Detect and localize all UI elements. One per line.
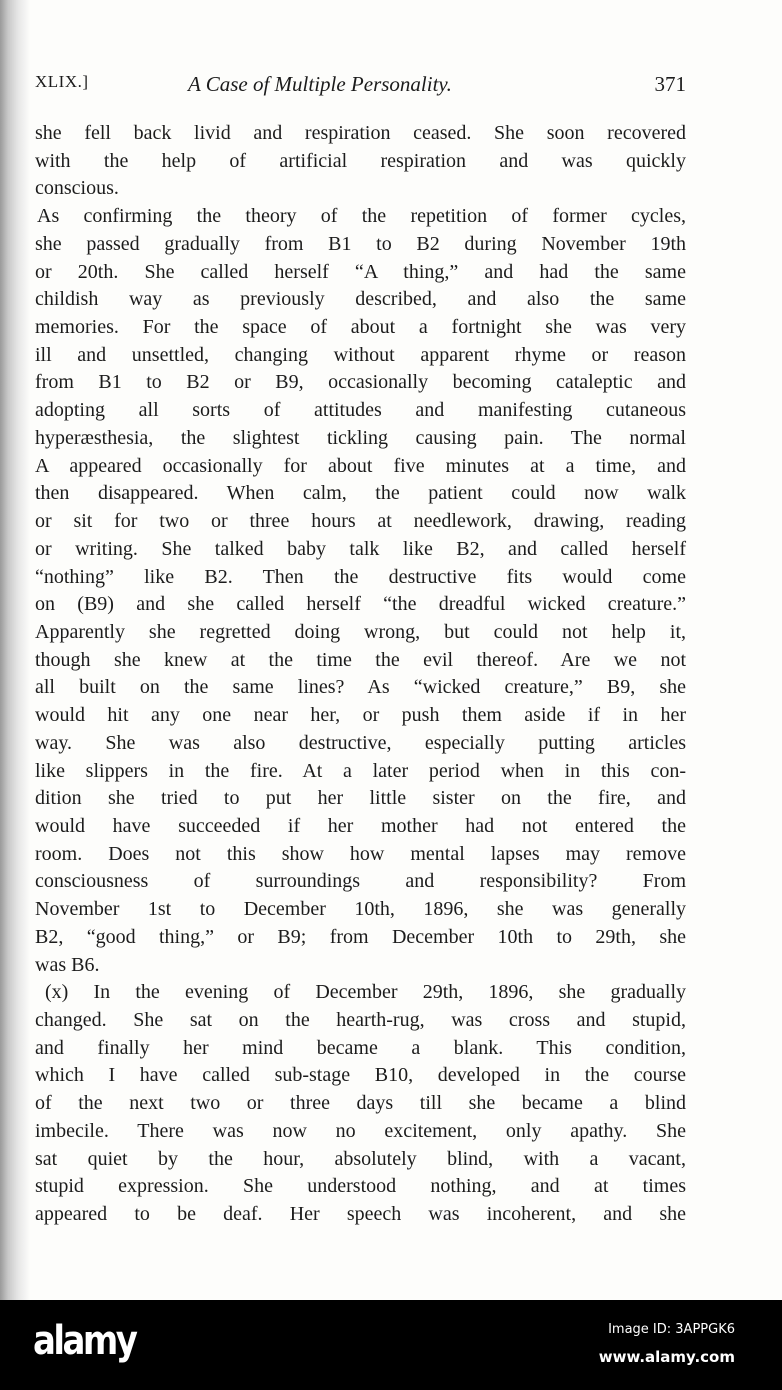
text-line: and finally her mind became a blank. This condition,	[35, 1036, 686, 1059]
running-title: A Case of Multiple Personality.	[188, 72, 452, 96]
alamy-logo: alamy	[33, 1318, 136, 1364]
section-number: XLIX.]	[35, 72, 89, 91]
text-line: like slippers in the fire. At a later period when in this con-	[35, 759, 686, 782]
text-line: ill and unsettled, changing without apparent rhyme or reason	[35, 343, 686, 366]
text-line: B2, “good thing,” or B9; from December 10th to 29th, she	[35, 925, 686, 948]
text-line: conscious.	[35, 177, 119, 200]
text-line: though she knew at the time the evil thereof. Are we not	[35, 648, 686, 671]
text-line: way. She was also destructive, especially putting articles	[35, 731, 686, 754]
text-line: hyperæsthesia, the slightest tickling causing pain. The normal	[35, 426, 686, 449]
text-line: all built on the same lines? As “wicked creature,” B9, she	[35, 676, 686, 699]
text-line: on (B9) and she called herself “the dreadful wicked creature.”	[35, 593, 686, 616]
text-line: A appeared occasionally for about five minutes at a time, and	[35, 454, 686, 477]
text-line: would have succeeded if her mother had not entered the	[35, 814, 686, 837]
text-line: As confirming the theory of the repetition of former cycles,	[37, 205, 686, 228]
text-line: childish way as previously described, and also the same	[35, 288, 686, 311]
text-line: imbecile. There was now no excitement, only apathy. She	[35, 1119, 686, 1142]
site-url: www.alamy.com	[598, 1348, 735, 1366]
text-line: with the help of artificial respiration and was quickly	[35, 149, 686, 172]
text-line: (x) In the evening of December 29th, 1896, she gradually	[45, 981, 686, 1004]
text-line: she passed gradually from B1 to B2 during November 19th	[35, 232, 686, 255]
text-line: stupid expression. She understood nothing, and at times	[35, 1175, 686, 1198]
text-line: room. Does not this show how mental lapses may remove	[35, 842, 686, 865]
body-text	[35, 120, 686, 1229]
text-line: would hit any one near her, or push them aside if in her	[35, 704, 686, 727]
text-line: consciousness of surroundings and responsibility? From	[35, 870, 686, 893]
text-line: which I have called sub-stage B10, developed in the course	[35, 1064, 686, 1087]
watermark-bar	[0, 1300, 782, 1390]
paragraph	[35, 979, 686, 1228]
page-number: 371	[654, 72, 686, 96]
text-line: November 1st to December 10th, 1896, she was generally	[35, 898, 686, 921]
text-line: dition she tried to put her little sister on the fire, and	[35, 787, 686, 810]
paragraph	[35, 203, 686, 979]
text-line: memories. For the space of about a fortnight she was very	[35, 316, 686, 339]
text-line: she fell back livid and respiration ceased. She soon recovered	[35, 122, 686, 144]
text-line: adopting all sorts of attitudes and manifesting cutaneous	[35, 399, 686, 422]
text-line: Apparently she regretted doing wrong, but could not help it,	[35, 620, 686, 643]
text-line: then disappeared. When calm, the patient could now walk	[35, 482, 686, 505]
text-line: sat quiet by the hour, absolutely blind, with a vacant,	[35, 1147, 686, 1170]
text-line: or writing. She talked baby talk like B2, and called herself	[35, 537, 686, 560]
paragraph	[35, 120, 686, 203]
running-header	[35, 72, 686, 102]
book-spine-shadow	[0, 0, 30, 1300]
text-line: or 20th. She called herself “A thing,” and had the same	[35, 260, 686, 283]
image-id: Image ID: 3APPGK6	[608, 1322, 735, 1337]
text-line: appeared to be deaf. Her speech was incoherent, and she	[35, 1203, 686, 1226]
text-line: from B1 to B2 or B9, occasionally becoming cataleptic and	[35, 371, 686, 394]
text-line: “nothing” like B2. Then the destructive fits would come	[35, 565, 686, 588]
text-line: of the next two or three days till she became a blind	[35, 1092, 686, 1115]
text-line: changed. She sat on the hearth-rug, was cross and stupid,	[35, 1009, 686, 1031]
text-line: was B6.	[35, 953, 100, 976]
text-line: or sit for two or three hours at needlework, drawing, reading	[35, 510, 686, 533]
